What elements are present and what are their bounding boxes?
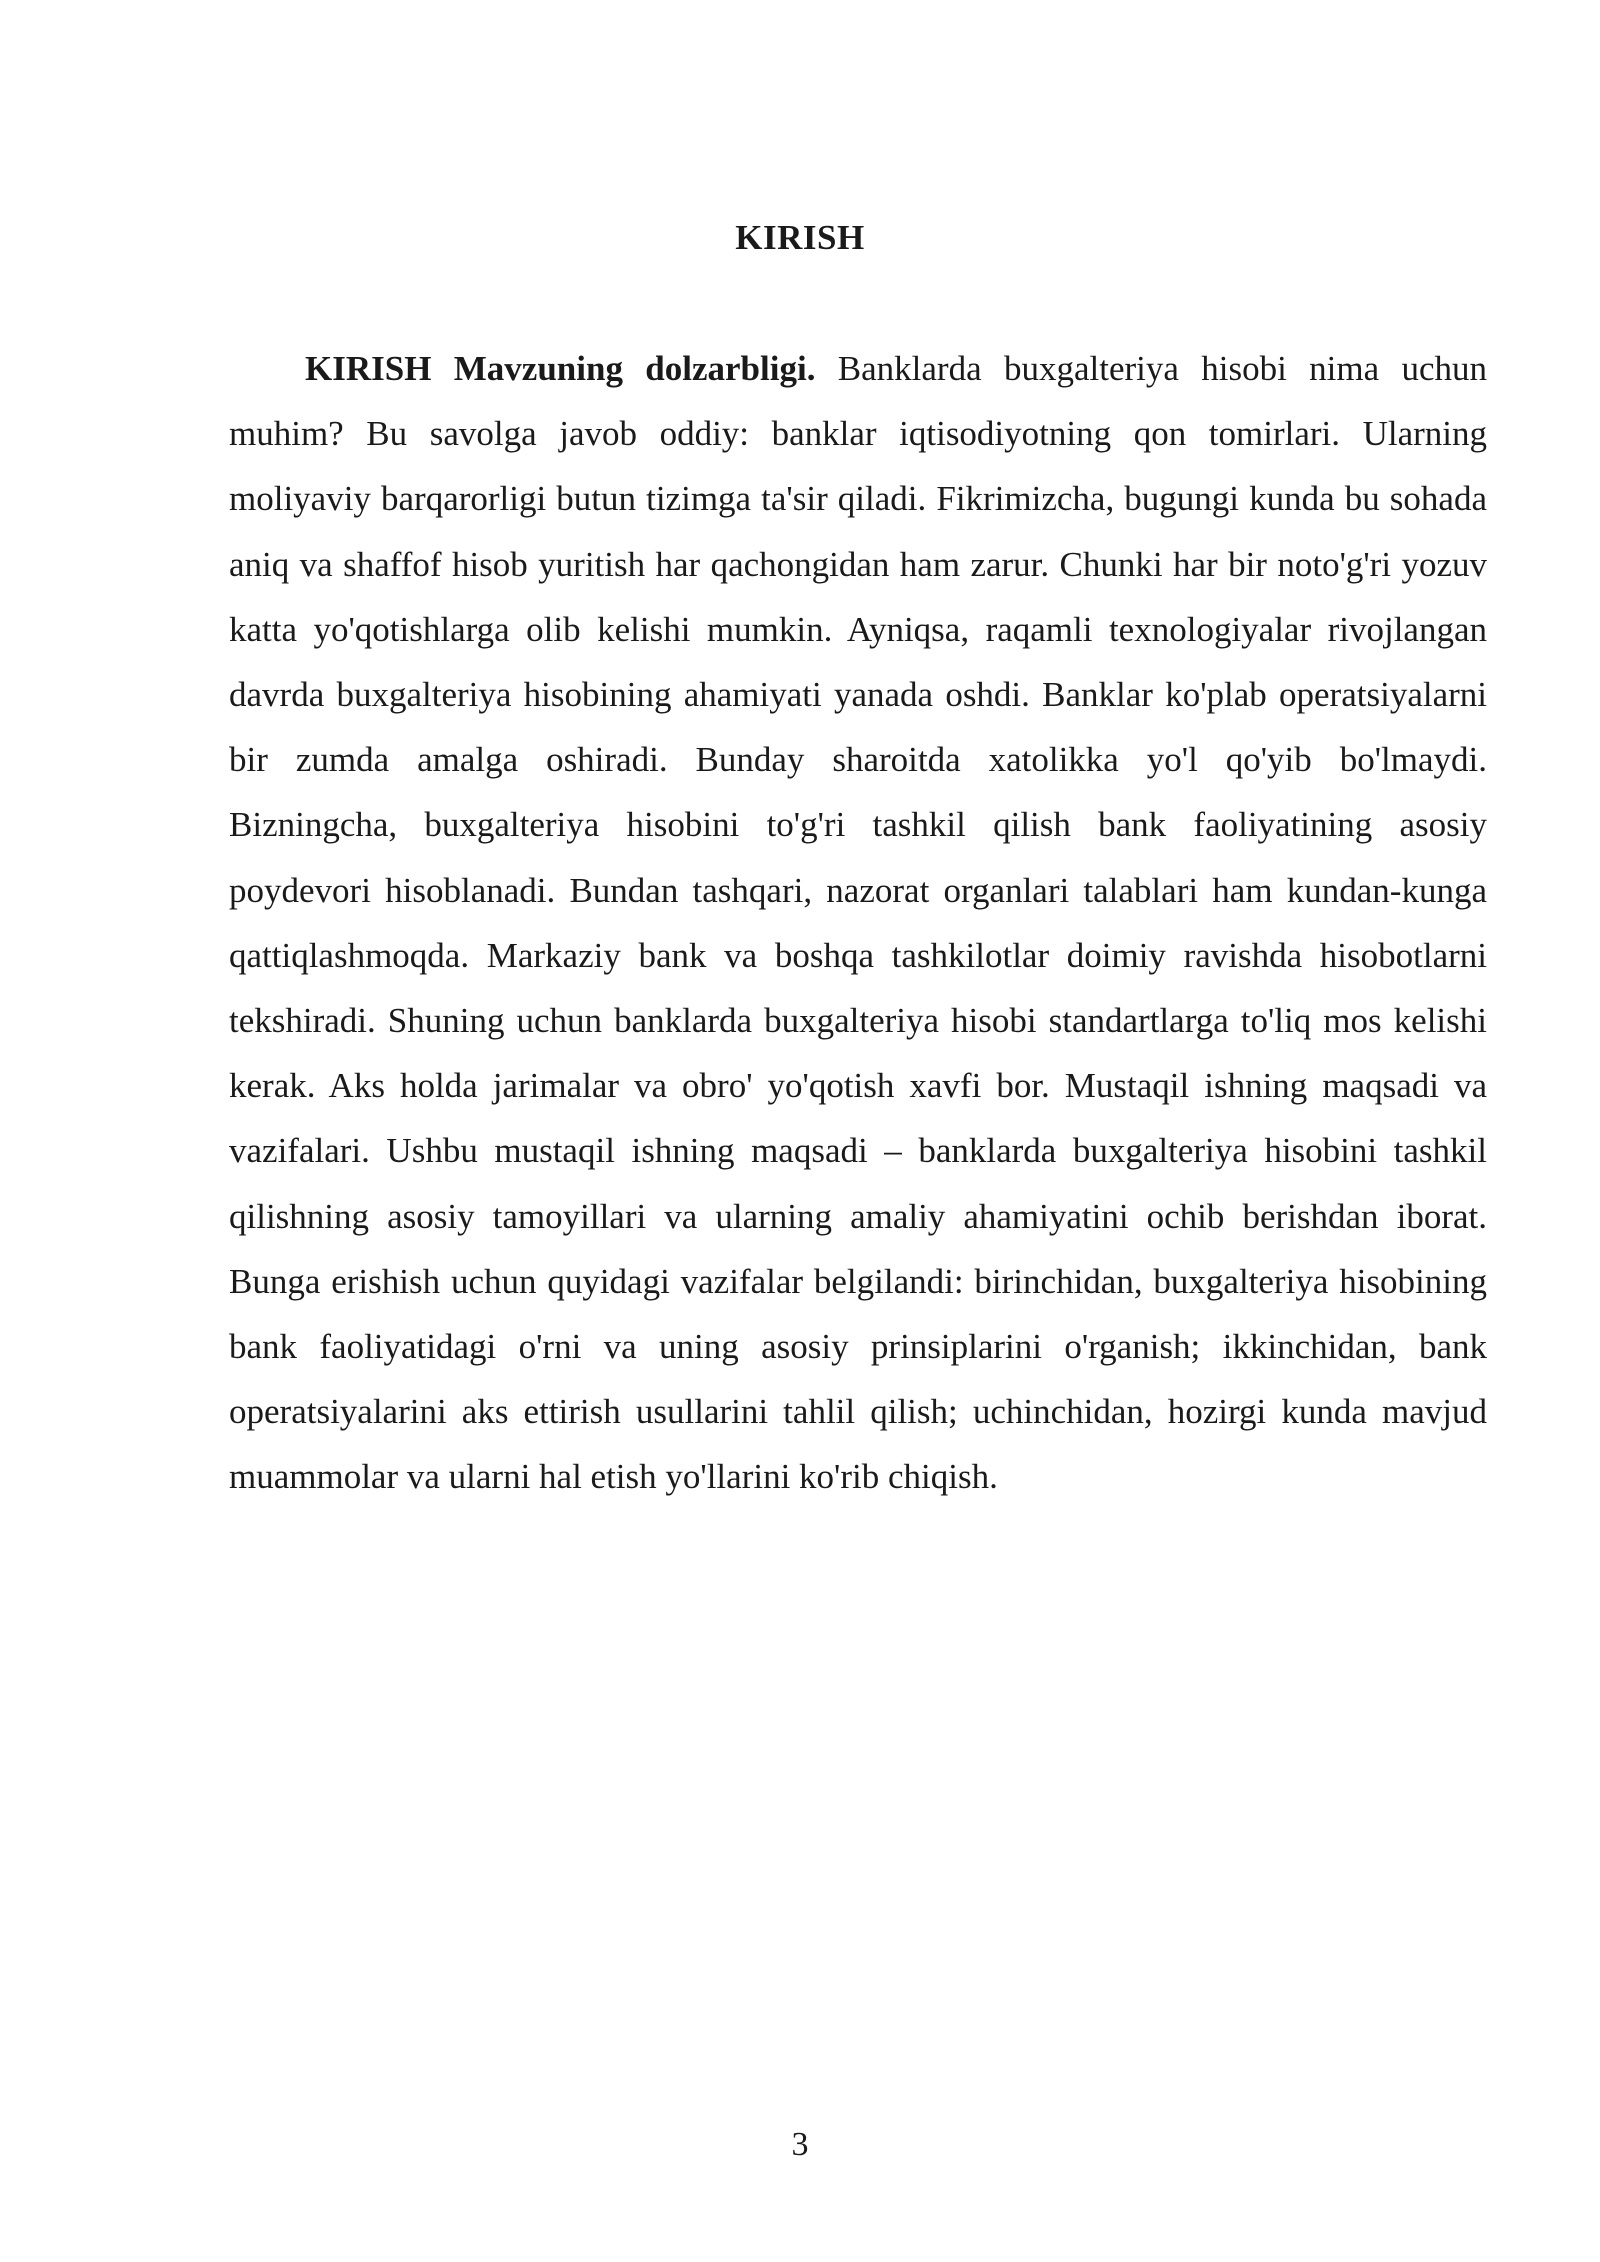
paragraph-lead: KIRISH Mavzuning dolzarbligi.	[305, 349, 816, 388]
paragraph-text: Banklarda buxgalteriya hisobi nima uchun muhim? Bu savolga javob oddiy: banklar iqtisodiyotning qon tomirlari. Ularning moliyaviy barqarorligi butun tizimga ta'sir qiladi. Fikrimizcha, bugungi kunda bu sohada aniq va shaffof hisob yuritish har qachongidan ham zarur. Chunki har bir noto'g'ri yozuv katta yo'qotishlarga olib kelishi mumkin. Ayniqsa, raqamli texnologiyalar rivojlangan davrda buxgalteriya hisobining ahamiyati yanada oshdi. Banklar ko'plab operatsiyalarni bir zumda amalga oshiradi. Bunday sharoitda xatolikka yo'l qo'yib bo'lmaydi. Bizningcha, buxgalteriya hisobini to'g'ri tashkil qilish bank faoliyatining asosiy poydevori hisoblanadi. Bundan tashqari, nazorat organlari talablari ham kundan-kunga qattiqlashmoqda. Markaziy bank va boshqa tashkilotlar doimiy ravishda hisobotlarni tekshiradi. Shuning uchun banklarda buxgalteriya hisobi standartlarga to'liq mos kelishi kerak. Aks holda jarimalar va obro' yo'qotish xavfi bor. Mustaqil ishning maqsadi va vazifalari. Ushbu mustaqil ishning maqsadi – banklarda buxgalteriya hisobini tashkil qilishning asosiy tamoyillari va ularning amaliy ahamiyatini ochib berishdan iborat. Bunga erishish uchun quyidagi vazifalar belgilandi: birinchidan, buxgalteriya hisobining bank faoliyatidagi o'rni va uning asosiy prinsiplarini o'rganish; ikkinchidan, bank operatsiyalarini aks ettirish usullarini tahlil qilish; uchinchidan, hozirgi kunda mavjud muammolar va ularni hal etish yo'llarini ko'rib chiqish.	[229, 349, 1487, 1497]
body-paragraph	[229, 336, 1487, 1510]
section-heading: KIRISH	[735, 218, 865, 257]
page-number: 3	[791, 2126, 809, 2163]
